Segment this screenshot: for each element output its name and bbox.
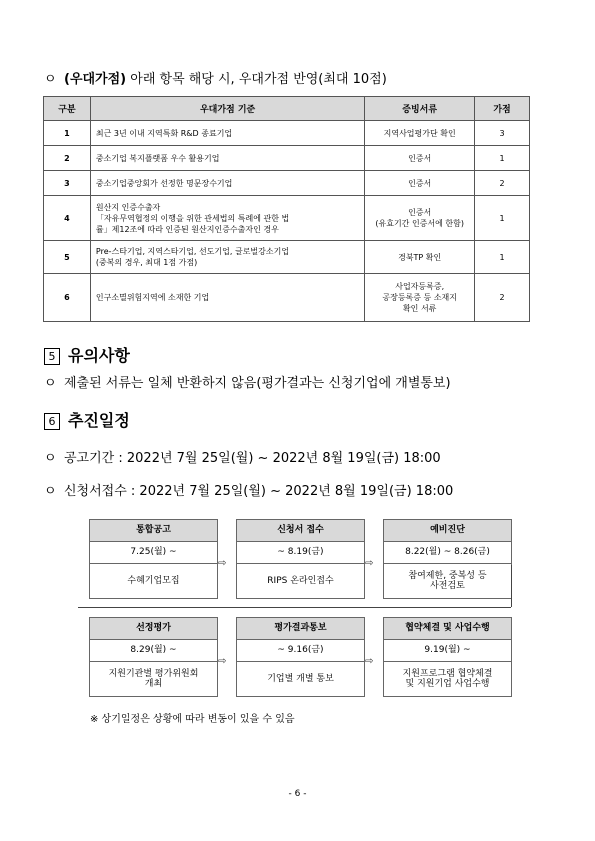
score-cell: 1 [475, 241, 530, 274]
table-row [44, 146, 530, 171]
criteria-line: 원산지 인증수출자 [95, 202, 161, 212]
flow-step-result-notice [236, 617, 365, 697]
table-row [44, 196, 530, 241]
bullet-text: 신청서접수 : 2022년 7월 25일(월) ~ 2022년 8월 19일(금) 18:00 [64, 484, 454, 499]
flow-step-date: 9.19(월) ~ [384, 640, 511, 662]
flow-step-agreement [383, 617, 512, 697]
column-header: 가점 [475, 97, 530, 121]
flow-step-date: 8.29(월) ~ [90, 640, 217, 662]
arrow-right-icon: ⇨ [365, 656, 374, 667]
score-cell: 1 [475, 146, 530, 171]
desc-line: 참여제한, 중복성 등 [408, 571, 487, 581]
flow-step-integrated-notice [89, 519, 218, 599]
row-number: 2 [44, 146, 91, 171]
proof-cell: 경북TP 확인 [365, 241, 475, 274]
proof-cell [365, 274, 475, 322]
flow-connector [511, 565, 512, 607]
proof-line: 확인 서류 [402, 304, 437, 313]
proof-cell [365, 196, 475, 241]
flow-step-desc: 기업별 개별 통보 [267, 674, 334, 684]
flow-step-application [236, 519, 365, 599]
criteria-cell: 인구소멸위험지역에 소재한 기업 [90, 274, 364, 322]
flow-step-title: 통합공고 [90, 520, 217, 542]
section-5-bullet [44, 372, 451, 391]
flow-step-title: 예비진단 [384, 520, 511, 542]
section-title-text: 유의사항 [68, 346, 130, 365]
criteria-cell [90, 241, 364, 274]
score-cell: 3 [475, 121, 530, 146]
schedule-bullet [44, 480, 453, 499]
flow-step-title: 선정평가 [90, 618, 217, 640]
criteria-cell: 중소기업중앙회가 선정한 명문장수기업 [90, 171, 364, 196]
flow-step-title: 신청서 접수 [237, 520, 364, 542]
flow-step-date: 7.25(월) ~ [90, 542, 217, 564]
flow-step-date: 8.22(월) ~ 8.26(금) [384, 542, 511, 564]
flow-step-date: ~ 9.16(금) [237, 640, 364, 662]
section-number-box: 6 [44, 413, 60, 430]
flow-step-date: ~ 8.19(금) [237, 542, 364, 564]
criteria-line: (중복의 경우, 최대 1점 가점) [95, 258, 198, 267]
row-number: 1 [44, 121, 91, 146]
row-number: 3 [44, 171, 91, 196]
flow-step-preliminary-review [383, 519, 512, 599]
table-row [44, 241, 530, 274]
desc-line: 지원프로그램 협약체결 [402, 669, 493, 679]
row-number: 5 [44, 241, 91, 274]
table-row [44, 274, 530, 322]
criteria-line: 「자유무역협정의 이행을 위한 관세법의 특례에 관한 법 [95, 213, 290, 223]
preference-heading-text: 아래 항목 해당 시, 우대가점 반영(최대 10점) [126, 72, 387, 87]
bullet-mark: ㅇ [44, 484, 57, 499]
proof-line: (유효기간 인증서에 한함) [375, 219, 464, 228]
table-row [44, 121, 530, 146]
desc-line: 사전검토 [430, 581, 465, 591]
desc-line: 및 지원기업 사업수행 [405, 679, 490, 689]
proof-cell: 인증서 [365, 171, 475, 196]
flow-step-desc: 수혜기업모집 [127, 576, 180, 586]
preference-heading [44, 68, 387, 87]
column-header: 구분 [44, 97, 91, 121]
criteria-line: Pre-스타기업, 지역스타기업, 선도기업, 글로벌강소기업 [95, 247, 290, 256]
arrow-right-icon: ⇨ [218, 656, 227, 667]
row-number: 6 [44, 274, 91, 322]
bullet-text: 공고기간 : 2022년 7월 25일(월) ~ 2022년 8월 19일(금) 18:00 [64, 451, 441, 466]
criteria-cell [90, 196, 364, 241]
flow-step-title: 협약체결 및 사업수행 [384, 618, 511, 640]
flow-step-desc: RIPS 온라인접수 [267, 576, 334, 586]
bullet-mark: ㅇ [44, 72, 57, 87]
proof-line: 인증서 [408, 208, 432, 217]
flow-connector [78, 607, 511, 608]
proof-cell: 인증서 [365, 146, 475, 171]
flow-step-selection-evaluation [89, 617, 218, 697]
arrow-right-icon: ⇨ [365, 558, 374, 569]
section-6-title [44, 408, 130, 431]
bullet-text: 제출된 서류는 일체 반환하지 않음(평가결과는 신청기업에 개별통보) [64, 376, 451, 391]
criteria-cell: 최근 3년 이내 지역특화 R&D 종료기업 [90, 121, 364, 146]
proof-line: 사업자등록증, [395, 282, 445, 291]
bullet-mark: ㅇ [44, 451, 57, 466]
row-number: 4 [44, 196, 91, 241]
column-header: 증빙서류 [365, 97, 475, 121]
flow-step-title: 평가결과통보 [237, 618, 364, 640]
proof-line: 공장등록증 등 소재지 [382, 293, 457, 302]
criteria-cell: 중소기업 복지플랫폼 우수 활용기업 [90, 146, 364, 171]
bullet-mark: ㅇ [44, 376, 57, 391]
schedule-note: ※ 상기일정은 상황에 따라 변동이 있을 수 있음 [90, 714, 295, 725]
column-header: 우대가점 기준 [90, 97, 364, 121]
criteria-line: 률」제12조에 따라 인증된 원산지인증수출자인 경우 [95, 224, 279, 234]
preference-heading-bold: (우대가점) [64, 72, 127, 87]
proof-cell: 지역사업평가단 확인 [365, 121, 475, 146]
schedule-bullet [44, 447, 441, 466]
flow-step-desc [90, 662, 217, 696]
section-title-text: 추진일정 [68, 411, 130, 430]
page-number: - 6 - [288, 789, 307, 799]
table-row [44, 171, 530, 196]
arrow-right-icon: ⇨ [218, 558, 227, 569]
score-cell: 2 [475, 171, 530, 196]
score-cell: 1 [475, 196, 530, 241]
flow-step-desc [384, 564, 511, 598]
section-number-box: 5 [44, 348, 60, 365]
score-cell: 2 [475, 274, 530, 322]
section-5-title [44, 343, 130, 366]
flow-step-desc [384, 662, 511, 696]
desc-line: 지원기관별 평가위원회 [108, 669, 199, 679]
table-header-row [44, 97, 530, 121]
desc-line: 개최 [144, 679, 163, 689]
preference-table [43, 96, 530, 322]
